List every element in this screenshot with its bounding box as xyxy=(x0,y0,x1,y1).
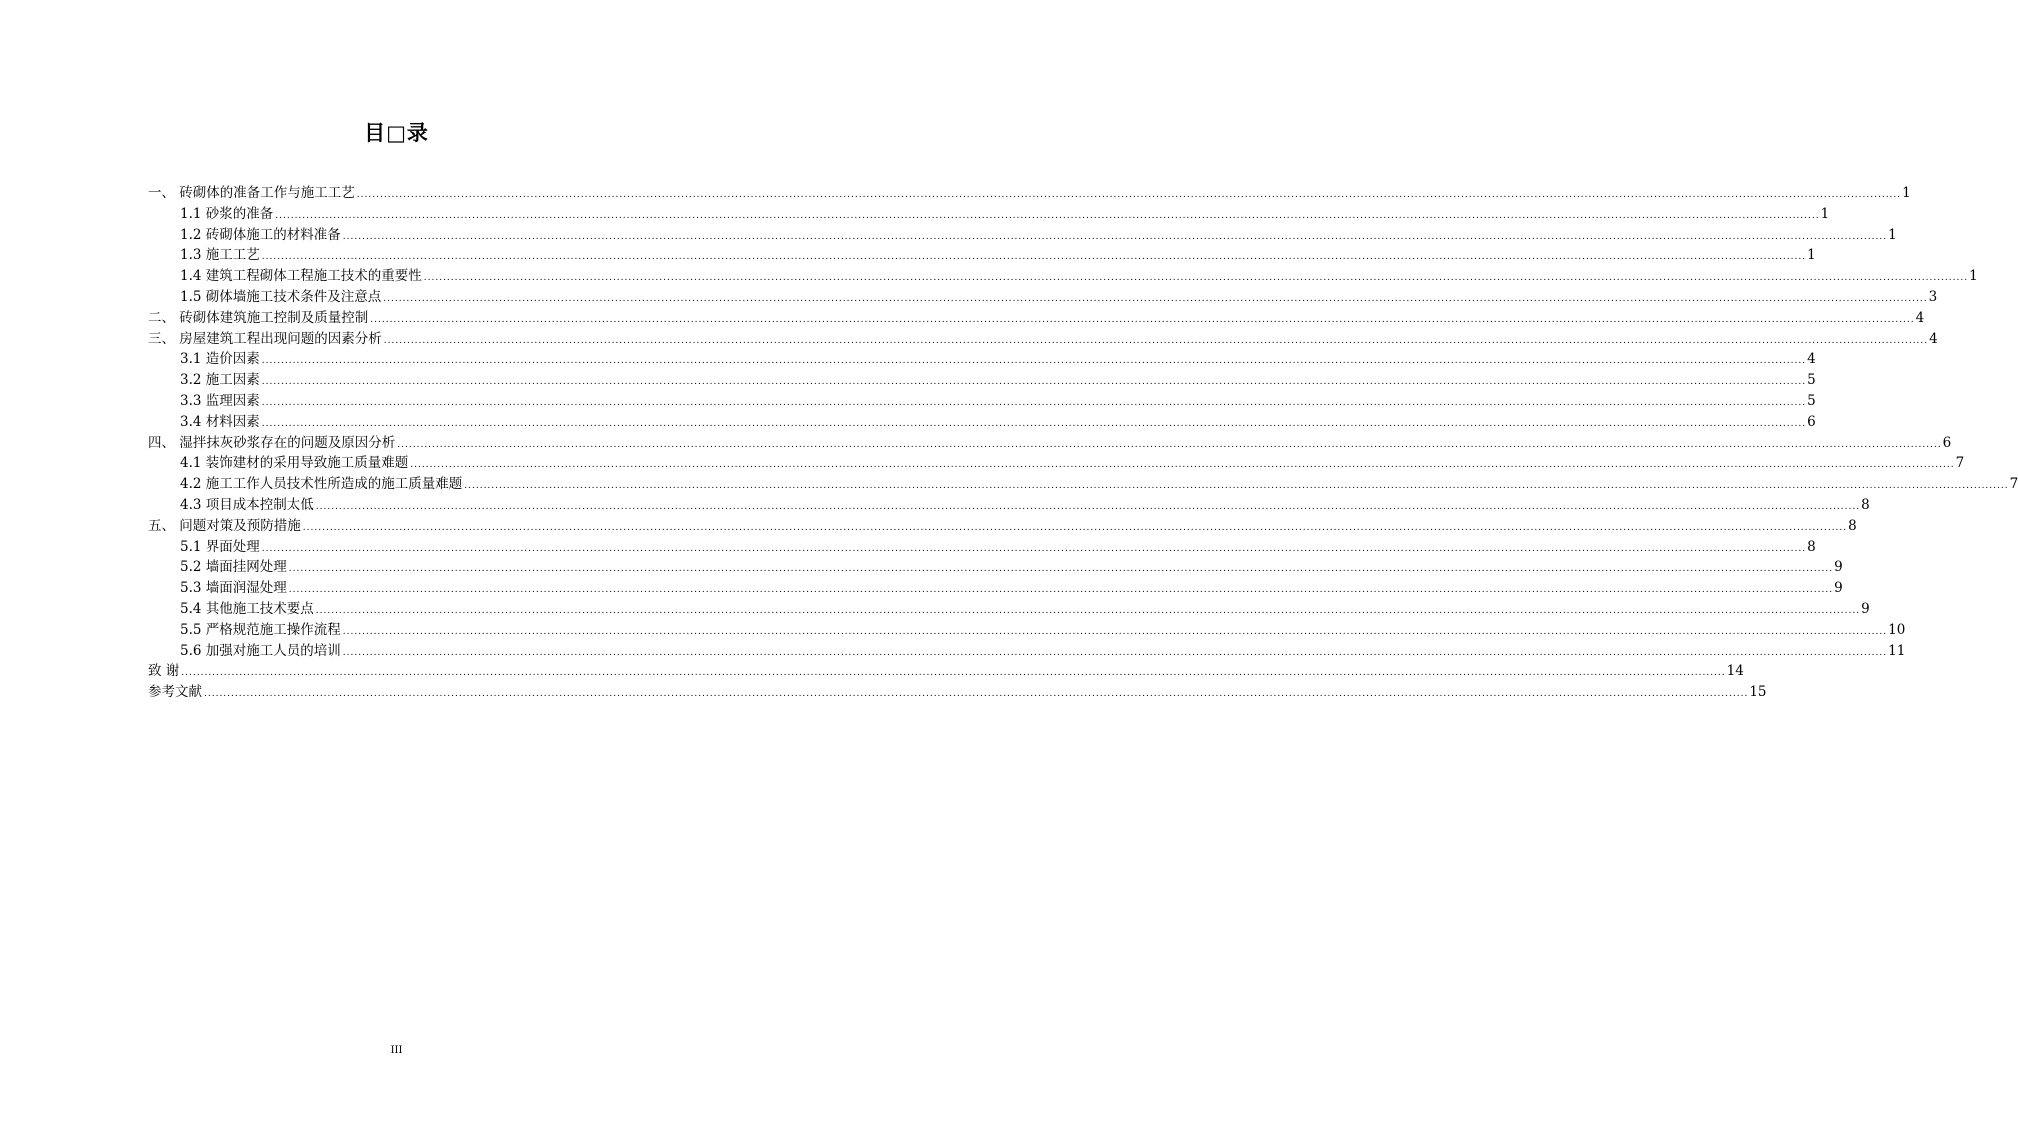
toc-entry-label: 三、 房屋建筑工程出现问题的因素分析 xyxy=(148,330,382,347)
toc-entry-label: 5.3 墙面润湿处理 xyxy=(180,580,287,597)
toc-dot-leader: ................................................................................................................................................................................................................................................................................................................................................................................................................ xyxy=(204,689,1749,700)
toc-dot-leader: ................................................................................................................................................................................................................................................................................................................................................................................................................ xyxy=(261,377,1807,388)
toc-entry[interactable] xyxy=(148,225,1897,246)
toc-entry-page: 8 xyxy=(1807,538,1816,555)
toc-entry-page: 9 xyxy=(1834,580,1843,597)
toc-entry[interactable] xyxy=(148,433,1952,454)
toc-entry[interactable] xyxy=(148,245,1816,266)
toc-entry[interactable] xyxy=(148,287,1938,308)
toc-dot-leader: ................................................................................................................................................................................................................................................................................................................................................................................................................ xyxy=(342,626,1888,637)
toc-entry-page: 5 xyxy=(1807,392,1816,409)
toc-dot-leader: ................................................................................................................................................................................................................................................................................................................................................................................................................ xyxy=(342,647,1888,658)
toc-entry-page: 11 xyxy=(1888,642,1906,659)
toc-dot-leader: ................................................................................................................................................................................................................................................................................................................................................................................................................ xyxy=(383,293,1928,304)
toc-entry-label: 5.6 加强对施工人员的培训 xyxy=(180,642,341,659)
toc-entry-label: 3.1 造价因素 xyxy=(180,351,260,368)
toc-dot-leader: ................................................................................................................................................................................................................................................................................................................................................................................................................ xyxy=(370,314,1915,325)
toc-entry-label: 3.3 监理因素 xyxy=(180,392,260,409)
toc-dot-leader: ................................................................................................................................................................................................................................................................................................................................................................................................................ xyxy=(261,418,1807,429)
toc-entry-label: 五、 问题对策及预防措施 xyxy=(148,517,301,534)
toc-entry-label: 4.2 施工工作人员技术性所造成的施工质量难题 xyxy=(180,476,463,493)
toc-entry-page: 1 xyxy=(1969,268,1978,285)
toc-entry[interactable] xyxy=(148,474,2018,495)
toc-entry[interactable] xyxy=(148,557,1843,578)
toc-entry-page: 9 xyxy=(1834,559,1843,576)
toc-dot-leader: ................................................................................................................................................................................................................................................................................................................................................................................................................ xyxy=(261,356,1807,367)
toc-entry-page: 14 xyxy=(1726,663,1744,680)
toc-dot-leader: ................................................................................................................................................................................................................................................................................................................................................................................................................ xyxy=(423,273,1969,284)
toc-entry-label: 4.3 项目成本控制太低 xyxy=(180,496,314,513)
toc-entry-label: 1.5 砌体墙施工技术条件及注意点 xyxy=(180,288,382,305)
toc-entry-page: 4 xyxy=(1915,309,1925,326)
toc-entry-page: 4 xyxy=(1807,351,1816,368)
toc-dot-leader: ................................................................................................................................................................................................................................................................................................................................................................................................................ xyxy=(275,210,1820,221)
toc-entry-label: 5.5 严格规范施工操作流程 xyxy=(180,621,341,638)
toc-entry-page: 8 xyxy=(1861,496,1870,513)
toc-entry[interactable] xyxy=(148,641,1906,662)
toc-entry-page: 15 xyxy=(1749,684,1767,701)
toc-entry-page: 7 xyxy=(2009,476,2018,493)
toc-entry-page: 7 xyxy=(1955,455,1965,472)
toc-entry[interactable] xyxy=(148,266,1978,287)
toc-entry[interactable] xyxy=(148,412,1816,433)
toc-entry[interactable] xyxy=(148,620,1906,641)
toc-dot-leader: ................................................................................................................................................................................................................................................................................................................................................................................................................ xyxy=(288,585,1834,596)
toc-dot-leader: ................................................................................................................................................................................................................................................................................................................................................................................................................ xyxy=(315,605,1861,616)
toc-entry[interactable] xyxy=(148,204,1830,225)
toc-entry[interactable] xyxy=(148,516,1857,537)
toc-entry-label: 二、 砖砌体建筑施工控制及质量控制 xyxy=(148,309,369,326)
toc-entry-label: 4.1 装饰建材的采用导致施工质量难题 xyxy=(180,455,409,472)
toc-entry-page: 4 xyxy=(1929,330,1938,347)
toc-entry-label: 1.3 施工工艺 xyxy=(180,247,260,264)
toc-entry[interactable] xyxy=(148,349,1816,370)
toc-dot-leader: ................................................................................................................................................................................................................................................................................................................................................................................................................ xyxy=(356,190,1902,200)
toc-dot-leader: ................................................................................................................................................................................................................................................................................................................................................................................................................ xyxy=(397,439,1942,450)
toc-entry[interactable] xyxy=(148,495,1870,516)
toc-entry-label: 四、 湿拌抹灰砂浆存在的问题及原因分析 xyxy=(148,434,396,451)
toc-title: 目□录 xyxy=(364,121,429,145)
toc-entry-label: 一、 砖砌体的准备工作与施工工艺 xyxy=(148,185,355,201)
toc-entry-page: 8 xyxy=(1848,517,1857,534)
toc-entry-page: 1 xyxy=(1820,205,1830,222)
toc-entry[interactable] xyxy=(148,578,1843,599)
toc-entry-page: 6 xyxy=(1942,434,1952,451)
toc-dot-leader: ................................................................................................................................................................................................................................................................................................................................................................................................................ xyxy=(261,252,1807,263)
toc-entry-page: 3 xyxy=(1928,288,1938,305)
toc-dot-leader: ................................................................................................................................................................................................................................................................................................................................................................................................................ xyxy=(383,335,1929,346)
toc-entry-page: 10 xyxy=(1888,621,1906,638)
toc-entry[interactable] xyxy=(148,329,1938,350)
toc-entry[interactable] xyxy=(148,453,1965,474)
toc-dot-leader: ................................................................................................................................................................................................................................................................................................................................................................................................................ xyxy=(410,460,1955,471)
toc-entry[interactable] xyxy=(148,661,1744,682)
toc-entry[interactable] xyxy=(148,682,1767,703)
toc-entry-label: 5.1 界面处理 xyxy=(180,538,260,555)
toc-entry-label: 1.1 砂浆的准备 xyxy=(180,205,274,222)
toc-entry-label: 1.2 砖砌体施工的材料准备 xyxy=(180,226,341,243)
toc-dot-leader: ................................................................................................................................................................................................................................................................................................................................................................................................................ xyxy=(315,501,1861,512)
toc-dot-leader: ................................................................................................................................................................................................................................................................................................................................................................................................................ xyxy=(261,397,1807,408)
toc-entry-label: 3.4 材料因素 xyxy=(180,413,260,430)
toc-dot-leader: ................................................................................................................................................................................................................................................................................................................................................................................................................ xyxy=(261,543,1807,554)
toc-entry-page: 1 xyxy=(1888,226,1897,243)
toc-dot-leader: ................................................................................................................................................................................................................................................................................................................................................................................................................ xyxy=(342,231,1888,242)
toc-entry[interactable] xyxy=(148,370,1816,391)
toc-entry-page: 1 xyxy=(1807,247,1816,264)
toc-dot-leader: ................................................................................................................................................................................................................................................................................................................................................................................................................ xyxy=(302,522,1848,533)
toc-entry-label: 致 谢 xyxy=(148,663,180,680)
toc-dot-leader: ................................................................................................................................................................................................................................................................................................................................................................................................................ xyxy=(181,668,1726,679)
toc-entry[interactable] xyxy=(148,599,1870,620)
table-of-contents xyxy=(148,183,2018,703)
toc-entry-page: 9 xyxy=(1861,600,1870,617)
toc-dot-leader: ................................................................................................................................................................................................................................................................................................................................................................................................................ xyxy=(464,481,2009,492)
toc-entry-label: 参考文献 xyxy=(148,684,202,701)
toc-dot-leader: ................................................................................................................................................................................................................................................................................................................................................................................................................ xyxy=(288,564,1834,575)
toc-entry-page: 1 xyxy=(1902,185,1911,201)
page-number: III xyxy=(390,1045,403,1056)
toc-entry-label: 3.2 施工因素 xyxy=(180,372,260,389)
toc-entry[interactable] xyxy=(148,183,1911,204)
toc-entry[interactable] xyxy=(148,391,1816,412)
toc-entry-page: 5 xyxy=(1807,372,1816,389)
toc-entry-label: 1.4 建筑工程砌体工程施工技术的重要性 xyxy=(180,268,422,285)
toc-entry[interactable] xyxy=(148,537,1816,558)
toc-entry[interactable] xyxy=(148,308,1925,329)
toc-entry-label: 5.2 墙面挂网处理 xyxy=(180,559,287,576)
toc-entry-label: 5.4 其他施工技术要点 xyxy=(180,600,314,617)
toc-entry-page: 6 xyxy=(1807,413,1816,430)
